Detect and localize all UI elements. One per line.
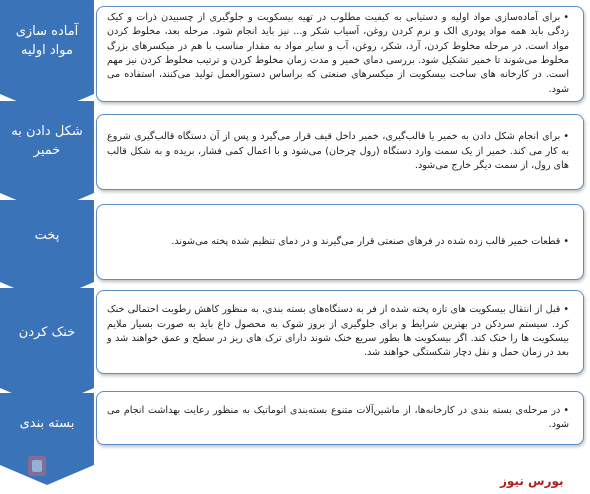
step-2-text: برای انجام شکل دادن به خمیر یا قالب‌گیری، خمیر داخل قیف قرار می‌گیرد و پس از آن دستگاه قالب‌گیری شروع به کار می کند. خمیر از یک سمت وارد دستگاه (رول چرخان) می‌شود و با اعمال کمی فشار، بریده و به شکل قالب های رول، از سمت دیگر خارج می‌شود. [107, 131, 569, 172]
step-3-text: قطعات خمیر قالب زده شده در فرهای صنعتی قرار می‌گیرند و در دمای تنظیم شده پخته می‌شوند. [171, 235, 561, 247]
step-5-description-box [96, 391, 584, 445]
step-4-description [107, 303, 569, 361]
step-4-description-box [96, 290, 584, 374]
step-1-description-box [96, 6, 584, 102]
step-3-label: پخت [34, 227, 60, 243]
watermark-logo-icon [26, 452, 48, 480]
step-1-description [107, 11, 569, 97]
bullet-icon: • [563, 404, 569, 416]
step-4-label: خنک کردن [18, 324, 76, 340]
step-5-label: بسته بندی [19, 415, 75, 431]
step-2-label: شکل دادن به خمیر [11, 124, 83, 158]
step-5-text: در مرحله‌ی بسته بندی در کارخانه‌ها، از ماشین‌آلات متنوع بسته‌بندی اتوماتیک به منظور رعایت بهداشت انجام می شود. [107, 404, 569, 430]
step-2-description [107, 130, 569, 173]
step-1-text: برای آماده‌سازی مواد اولیه و دستیابی به کیفیت مطلوب در تهیه بیسکویت و جلوگیری از چسبیدن ذرات و کیک زدگی باید همه مواد پودری الک و نرم کردن روغن، آسیاب شکر و... نیز باید انجام شود. مرحله بعد، مخلوط کردن مواد است. در مرحله مخلوط کردن، آرد، شکر، روغن، آب و سایر مواد به مقدار مناسب با هم در میکسرهای بزرگ مخلوط می‌شوند تا خمیر تشکیل شود. بررسی دمای خمیر و مدت زمان مخلوط کردن و ترتیب مخلوط کردن نیز مهم است. در کارخانه های ساخت بیسکویت از میکسرهای صنعتی که براساس دستورالعمل تولید می‌کنند، استفاده می شود. [107, 11, 569, 95]
step-1-label: آماده سازی مواد اولیه [15, 24, 79, 58]
bullet-icon: • [563, 235, 569, 247]
step-3-description [107, 235, 569, 249]
step-5-description [107, 404, 569, 433]
bullet-icon: • [563, 304, 569, 316]
brand-logo-text: بورس نیوز [500, 474, 564, 488]
step-1-chevron [0, 0, 94, 94]
step-4-chevron [0, 288, 94, 388]
step-4-text: قبل از انتقال بیسکویت های تازه پخته شده از فر به دستگاه‌های بسته بندی، به منظور کاهش رطوبت احتمالی خنک کرد. سیستم سردکن در بهترین شرایط و برای جلوگیری از بروز شوک به محصول داغ باید به صورت بسیار ملایم بیسکویت ها را خنک کند. اگر بیسکویت ها بطور سریع خنک شوند دارای ترک های ریز در سطح و عمق خواهند شد و بعد در زمان حمل و نقل دچار شکستگی خواهند شد. [107, 304, 569, 359]
bullet-icon: • [563, 11, 569, 23]
step-3-description-box [96, 204, 584, 280]
step-2-description-box [96, 114, 584, 190]
step-3-chevron [0, 200, 94, 282]
bullet-icon: • [563, 131, 569, 143]
step-2-chevron [0, 101, 94, 193]
